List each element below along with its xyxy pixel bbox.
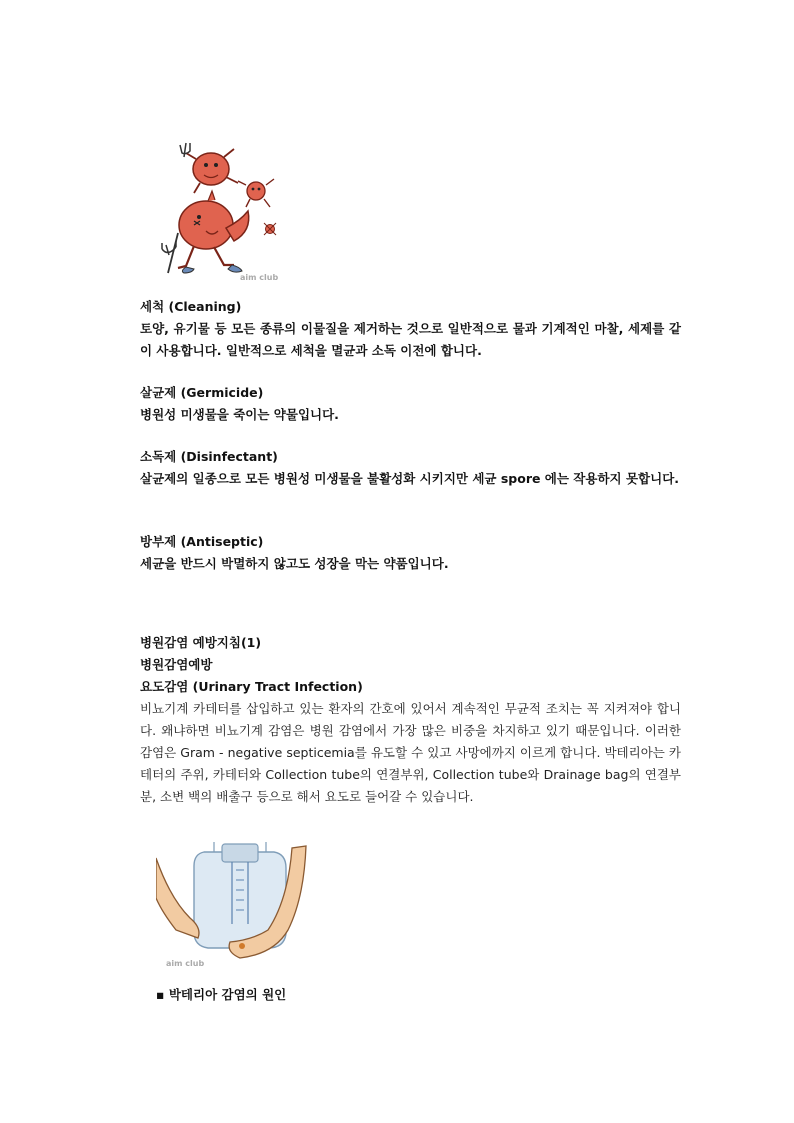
watermark-text: aim club <box>240 273 279 282</box>
big-germ <box>162 191 249 273</box>
section-heading: 방부제 (Antiseptic) <box>140 534 264 549</box>
infection-prevention-guide <box>140 632 681 808</box>
definition-section-antiseptic <box>140 531 681 575</box>
section-text: 토양, 유기물 등 모든 종류의 이물질을 제거하는 것으로 일반적으로 물과 기계적인 마찰, 세제를 같이 사용합니다. 일반적으로 세척을 멸균과 소독 이전에 합니다. <box>140 321 681 358</box>
bullet-text: 박테리아 감염의 원인 <box>168 987 287 1002</box>
section-heading: 살균제 (Germicide) <box>140 385 264 400</box>
section-heading: 소독제 (Disinfectant) <box>140 449 278 464</box>
bullet-item <box>156 984 286 1006</box>
urine-drainage-bag-icon <box>156 838 310 974</box>
section-text: 세균을 반드시 박멸하지 않고도 성장을 막는 약품입니다. <box>140 556 449 571</box>
guide-heading: 요도감염 (Urinary Tract Infection) <box>140 679 363 694</box>
guide-title: 병원감염 예방지침(1) <box>140 635 262 650</box>
definition-section-germicide <box>140 382 681 426</box>
tiny-germ <box>264 223 276 235</box>
section-text: 살균제의 일종으로 모든 병원성 미생물을 불활성화 시키지만 세균 spore 에는 작용하지 못합니다. <box>140 471 680 486</box>
section-text: 병원성 미생물을 죽이는 약물입니다. <box>140 407 339 422</box>
guide-subtitle: 병원감염예방 <box>140 657 213 672</box>
definition-section-disinfectant <box>140 446 681 490</box>
small-germ <box>238 179 274 207</box>
medium-germ <box>180 143 238 193</box>
section-heading: 세척 (Cleaning) <box>140 299 242 314</box>
bullet-marker: ▪ <box>156 987 165 1002</box>
germ-cartoon-icon <box>156 133 290 285</box>
definition-section-cleaning <box>140 296 681 362</box>
guide-text: 비뇨기계 카테터를 삽입하고 있는 환자의 간호에 있어서 계속적인 무균적 조치는 꼭 지켜져야 합니다. 왜냐하면 비뇨기계 감염은 병원 감염에서 가장 많은 비중을 차지하고 있기 때문입니다. 이러한 감염은 Gram - negative septicemia를 유도할 수 있고 사망에까지 이르게 합니다. 박테리아는 카테터의 주위, 카테터와 Collection tube의 연결부위, Collection tube와 Drainage bag의 연결부분, 소변 백의 배출구 등으로 해서 요도로 들어갈 수 있습니다. <box>140 701 681 804</box>
watermark-text: aim club <box>166 959 205 968</box>
